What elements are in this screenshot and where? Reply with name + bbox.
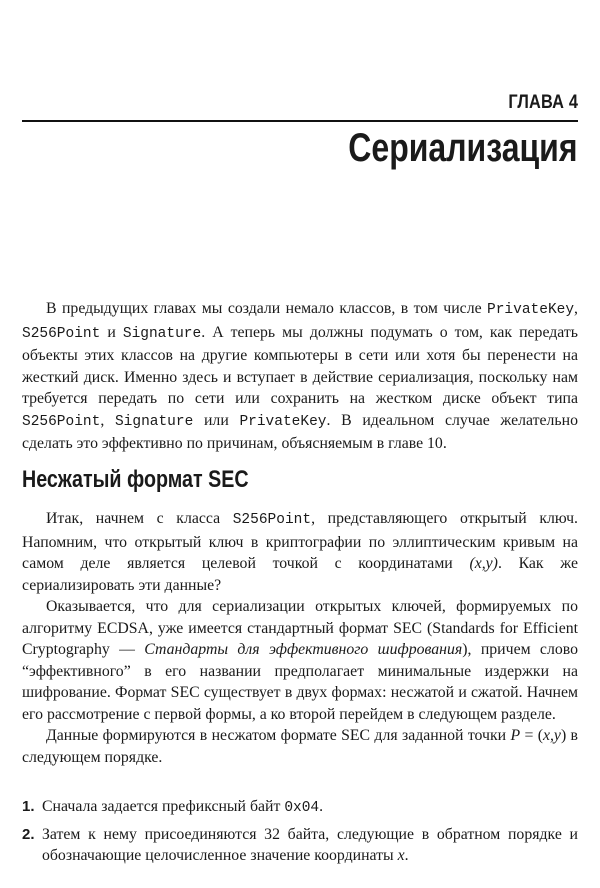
text-run: Сначала задается префиксный байт bbox=[42, 798, 285, 815]
section-heading: Несжатый формат SEC bbox=[22, 466, 249, 493]
section-body bbox=[22, 508, 578, 768]
text-run: Оказывается, что для сериализации открытых ключей, формируемых по алгоритму ECDSA, уже имеется стандартный формат SEC (Standards for Efficient Cryptography — bbox=[22, 598, 578, 658]
chapter-title: Сериализация bbox=[348, 126, 578, 170]
italic-coords: x,y bbox=[542, 727, 561, 744]
text-run: или bbox=[193, 411, 240, 429]
text-run: Данные формируются в несжатом формате SEC для заданной точки bbox=[46, 727, 511, 744]
italic-point: P bbox=[510, 727, 521, 744]
paragraph-2 bbox=[22, 596, 578, 725]
text-run: и bbox=[100, 323, 123, 341]
chapter-rule bbox=[22, 120, 578, 122]
code-private-key: PrivateKey bbox=[487, 302, 575, 318]
text-run: Затем к нему присоединяются 32 байта, следующие в обратном порядке и обозначающие целочисленное значение координаты bbox=[42, 825, 578, 864]
text-run: ) в следующем порядке. bbox=[22, 727, 578, 766]
text-run: В предыдущих главах мы создали немало классов, в том числе bbox=[46, 300, 488, 317]
text-run: , bbox=[574, 300, 578, 317]
chapter-label: ГЛАВА 4 bbox=[508, 92, 578, 113]
paragraph-1 bbox=[22, 508, 578, 596]
intro-paragraph bbox=[22, 298, 578, 455]
list-item bbox=[22, 824, 578, 867]
text-run: Итак, начнем с класса bbox=[46, 510, 233, 527]
text-run: . В идеальном случае желательно сделать это эффективно по причинам, объясняемым в главе 10. bbox=[22, 411, 578, 452]
text-run: . Как же сериализировать эти данные? bbox=[22, 555, 578, 594]
code-signature: Signature bbox=[114, 413, 194, 430]
text-run: = ( bbox=[520, 727, 543, 744]
code-s256point: S256Point bbox=[232, 512, 312, 528]
text-run: . bbox=[319, 798, 324, 815]
code-s256point: S256Point bbox=[22, 325, 101, 342]
text-run: . bbox=[404, 847, 409, 864]
text-run: . А теперь мы должны подумать о том, как передать объекты этих классов на другие компьютеры в сети или хотя бы перенести на жесткий диск. Именно здесь и вступает в действие сериализация, поскольку нам требуется передать по сети или сохранить на жестком диске объект типа bbox=[22, 323, 579, 407]
code-s256point: S256Point bbox=[22, 413, 101, 430]
code-private-key: PrivateKey bbox=[239, 413, 327, 430]
italic-translation: Стандарты для эффективного шифрования bbox=[144, 641, 463, 658]
list-number: 2. bbox=[22, 825, 35, 843]
list-item bbox=[22, 796, 578, 820]
italic-x: x bbox=[397, 847, 405, 864]
text-run: ), причем слово “эффективного” в его названии предполагает минимальные издержки на шифрование. Формат SEC существует в двух формах: несжатой и сжатой. Начнем его рассмотрение с первой формы, а ко второй перейдем в следующем разделе. bbox=[22, 641, 578, 723]
code-signature: Signature bbox=[122, 325, 202, 342]
list-text bbox=[42, 796, 578, 820]
code-prefix-byte: 0x04 bbox=[284, 800, 320, 816]
italic-coords: (x,y) bbox=[469, 555, 498, 572]
numbered-list bbox=[22, 796, 578, 871]
paragraph-3 bbox=[22, 725, 578, 768]
list-number: 1. bbox=[22, 798, 35, 815]
list-text bbox=[42, 824, 578, 867]
text-run: , представляющего открытый ключ. Напомним, что открытый ключ в криптографии по эллиптическим кривым на самом деле является целевой точкой с координатами bbox=[22, 510, 578, 572]
text-run: , bbox=[100, 411, 115, 429]
